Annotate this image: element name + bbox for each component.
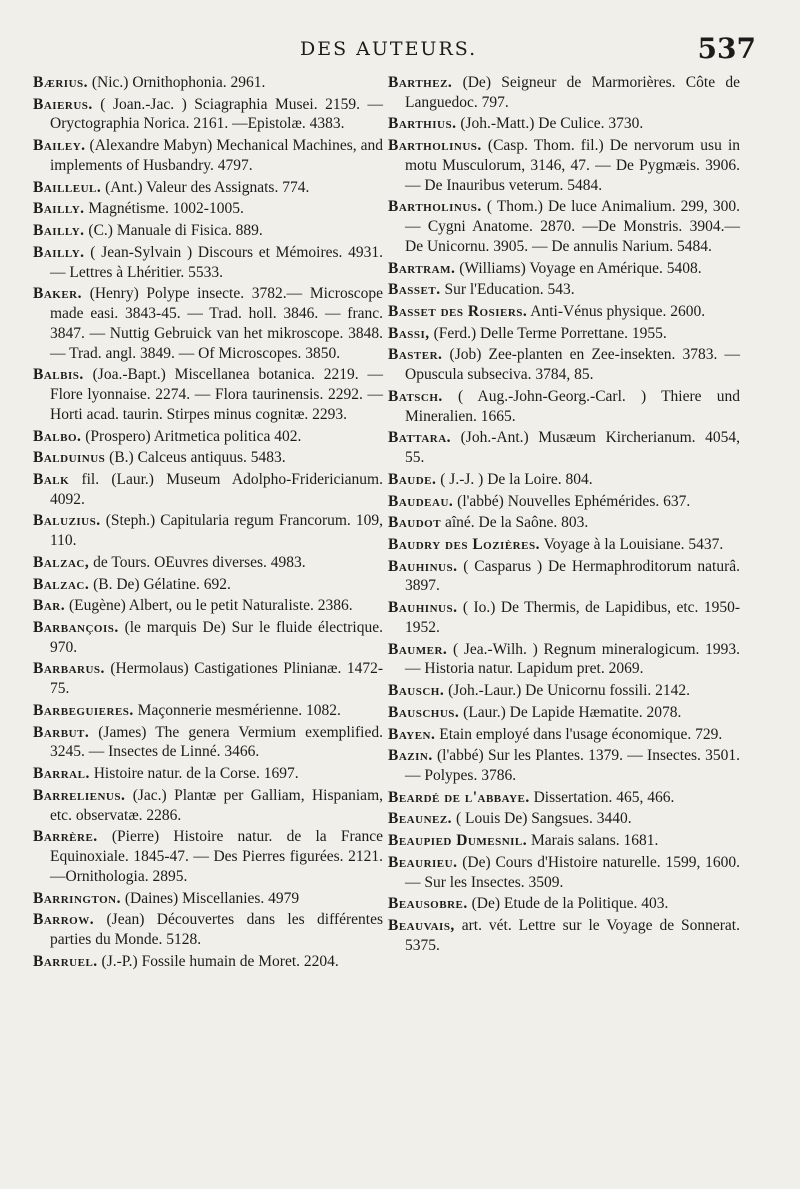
index-entry	[33, 889, 383, 909]
index-entry	[33, 221, 383, 241]
entry-author: Beausobre.	[388, 895, 468, 913]
entry-author: Bauschus.	[388, 703, 460, 721]
index-entry	[388, 831, 740, 851]
entry-text: ( Jea.-Wilh. ) Regnum mineralogicum. 1993. — Historia natur. Lapidum pret. 2069.	[405, 640, 740, 678]
right-column	[388, 73, 740, 957]
entry-text: de Tours. OEuvres diverses. 4983.	[93, 553, 306, 571]
entry-author: Barthius.	[388, 115, 457, 133]
entry-author: Balzac,	[33, 553, 90, 571]
index-entry	[388, 470, 740, 490]
entry-author: Barrère.	[33, 828, 98, 846]
entry-author: Balbis.	[33, 366, 84, 384]
entry-author: Balduinus	[33, 449, 106, 467]
entry-text: ( Casparus ) De Hermaphroditorum naturâ. 3897.	[405, 557, 740, 595]
index-entry	[388, 492, 740, 512]
entry-text: (Jean) Découvertes dans les différentes parties du Monde. 5128.	[50, 911, 383, 949]
entry-author: Balk	[33, 470, 70, 488]
index-entry	[33, 596, 383, 616]
entry-text: ( Jean-Sylvain ) Discours et Mémoires. 4931. — Lettres à Lhéritier. 5533.	[50, 243, 384, 281]
entry-text: (Joh.-Matt.) De Culice. 3730.	[460, 115, 644, 133]
entry-text: (C.) Manuale di Fisica. 889.	[88, 222, 263, 240]
entry-text: (B. De) Gélatine. 692.	[93, 575, 231, 593]
entry-author: Bailly.	[33, 200, 85, 218]
index-entry	[388, 809, 740, 829]
index-entry	[33, 365, 383, 424]
index-entry	[388, 428, 740, 468]
index-entry	[33, 243, 383, 283]
entry-author: Balzac.	[33, 575, 90, 593]
entry-text: (Nic.) Ornithophonia. 2961.	[91, 74, 266, 91]
index-entry	[388, 136, 740, 195]
index-entry	[388, 788, 740, 808]
entry-author: Baierus.	[33, 95, 93, 113]
entry-text: aîné. De la Saône. 803.	[444, 514, 589, 532]
index-entry	[33, 178, 383, 198]
index-entry	[33, 910, 383, 950]
index-entry	[33, 427, 383, 447]
index-entry	[33, 511, 383, 551]
index-entry	[388, 703, 740, 723]
index-entry	[388, 302, 740, 322]
entry-text: (Joa.-Bapt.) Miscellanea botanica. 2219. — Flore lyonnaise. 2274. — Flora taurinensis. 2292. — Horti acad. taurin. Stirpes minus cognitæ. 2293.	[50, 366, 383, 423]
index-entry	[33, 618, 383, 658]
entry-text: (l'abbé) Sur les Plantes. 1379. — Insectes. 3501. — Polypes. 3786.	[405, 747, 740, 784]
entry-text: Voyage à la Louisiane. 5437.	[543, 536, 724, 553]
entry-text: (Alexandre Mabyn) Mechanical Machines, and implements of Husbandry. 4797.	[50, 137, 383, 174]
page-header	[0, 32, 800, 72]
entry-text: ( Aug.-John-Georg.-Carl. ) Thiere und Mineralien. 1665.	[405, 387, 740, 425]
index-entry	[33, 553, 383, 573]
entry-author: Bazin.	[388, 747, 433, 765]
running-title: DES AUTEURS.	[300, 38, 478, 60]
entry-text: art. vét. Lettre sur le Voyage de Sonnerat. 5375.	[405, 916, 740, 954]
entry-text: ( Thom.) De luce Animalium. 299, 300. — Cygni Anatome. 2870. —De Monstris. 3904.— De Unicornu. 3905. — De annulis Narium. 5484.	[405, 198, 740, 256]
index-entry	[33, 786, 383, 826]
entry-text: ( Io.) De Thermis, de Lapidibus, etc. 1950-1952.	[405, 599, 740, 636]
entry-text: fil. (Laur.) Museum Adolpho-Fridericianum. 4092.	[50, 470, 383, 508]
entry-text: Anti-Vénus physique. 2600.	[530, 303, 706, 321]
index-entry	[33, 136, 383, 176]
entry-text: (le marquis De) Sur le fluide électrique. 970.	[50, 618, 383, 656]
entry-text: ( Louis De) Sangsues. 3440.	[455, 810, 632, 828]
entry-text: (De) Etude de la Politique. 403.	[471, 895, 669, 913]
index-entry	[388, 197, 740, 256]
entry-author: Baude.	[388, 470, 437, 488]
index-entry	[33, 827, 383, 886]
entry-text: Sur l'Education. 543.	[444, 281, 575, 299]
index-entry	[33, 952, 383, 972]
index-entry	[388, 894, 740, 914]
index-entry	[388, 114, 740, 134]
entry-author: Beardé de l'abbaye.	[388, 788, 530, 806]
entry-text: (Pierre) Histoire natur. de la France Equinoxiale. 1845-47. — Des Pierres figurées. 2121.—Ornithologia. 2895.	[50, 828, 384, 885]
entry-text: (Steph.) Capitularia regum Francorum. 109, 110.	[50, 512, 383, 550]
entry-author: Bailleul.	[33, 178, 102, 196]
index-entry	[33, 723, 383, 763]
entry-author: Barrelienus.	[33, 786, 126, 804]
entry-text: Dissertation. 465, 466.	[533, 788, 675, 806]
entry-author: Baluzius.	[33, 512, 101, 530]
entry-text: Maçonnerie mesmérienne. 1082.	[137, 701, 341, 719]
entry-author: Barral.	[33, 765, 90, 783]
entry-text: (B.) Calceus antiquus. 5483.	[109, 449, 286, 467]
entry-author: Baster.	[388, 346, 443, 364]
index-entry	[388, 681, 740, 701]
entry-text: (Hermolaus) Castigationes Plinianæ. 1472-75.	[50, 660, 383, 698]
index-entry	[388, 640, 740, 680]
entry-text: (Prospero) Aritmetica politica 402.	[85, 427, 302, 445]
entry-author: Baudeau.	[388, 492, 454, 510]
entry-author: Balbo.	[33, 427, 82, 445]
index-entry	[33, 199, 383, 219]
index-entry	[33, 575, 383, 595]
index-entry	[33, 73, 383, 93]
index-entry	[388, 259, 740, 279]
index-entry	[388, 513, 740, 533]
entry-text: (Joh.-Ant.) Musæum Kircherianum. 4054, 55.	[405, 429, 740, 467]
entry-author: Bar.	[33, 597, 66, 615]
entry-text: (J.-P.) Fossile humain de Moret. 2204.	[101, 952, 339, 970]
entry-author: Bausch.	[388, 682, 445, 700]
index-entry	[388, 280, 740, 300]
entry-author: Basset des Rosiers.	[388, 303, 528, 321]
entry-author: Bailly.	[33, 222, 85, 240]
entry-author: Beaurieu.	[388, 853, 458, 871]
entry-text: (l'abbé) Nouvelles Ephémérides. 637.	[457, 492, 691, 510]
entry-author: Baker.	[33, 285, 82, 303]
index-entry	[388, 73, 740, 113]
entry-author: Bassi,	[388, 324, 430, 342]
entry-text: (Ferd.) Delle Terme Porrettane. 1955.	[433, 324, 667, 342]
entry-text: (Daines) Miscellanies. 4979	[124, 889, 300, 907]
index-entry	[33, 764, 383, 784]
entry-author: Barrington.	[33, 889, 121, 907]
entry-text: (De) Cours d'Histoire naturelle. 1599, 1600. — Sur les Insectes. 3509.	[405, 853, 740, 891]
index-entry	[388, 387, 740, 427]
index-entry	[33, 448, 383, 468]
index-entry	[388, 853, 740, 893]
entry-author: Beaunez.	[388, 810, 453, 828]
entry-author: Batsch.	[388, 387, 443, 405]
entry-author: Baumer.	[388, 640, 448, 658]
entry-author: Bartholinus.	[388, 137, 482, 155]
entry-text: Histoire natur. de la Corse. 1697.	[93, 765, 299, 783]
index-entry	[33, 95, 383, 135]
entry-text: (Job) Zee-planten en Zee-insekten. 3783. — Opuscula subseciva. 3784, 85.	[405, 346, 740, 384]
index-entry	[33, 701, 383, 721]
entry-text: (Joh.-Laur.) De Unicornu fossili. 2142.	[448, 682, 691, 700]
entry-author: Bailey.	[33, 137, 86, 155]
entry-author: Barruel.	[33, 952, 98, 970]
entry-author: Barbançois.	[33, 618, 119, 636]
entry-text: (Casp. Thom. fil.) De nervorum usu in motu Musculorum, 3146, 47. — De Pygmæis. 3906. — De Inauribus veterum. 5484.	[405, 137, 741, 194]
entry-text: Marais salans. 1681.	[531, 832, 659, 850]
entry-author: Barthez.	[388, 74, 453, 91]
index-entry	[33, 284, 383, 363]
index-entry	[388, 725, 740, 745]
index-entry	[33, 659, 383, 699]
entry-author: Beauvais,	[388, 916, 455, 934]
index-entry	[33, 470, 383, 510]
entry-author: Bauhinus.	[388, 599, 458, 617]
entry-author: Baudry des Lozières.	[388, 536, 540, 553]
index-entry	[388, 916, 740, 956]
entry-text: Etain employé dans l'usage économique. 729.	[439, 725, 723, 743]
entry-text: ( Joan.-Jac. ) Sciagraphia Musei. 2159. — Oryctographia Norica. 2161. —Epistolæ. 4383.	[50, 95, 383, 133]
entry-text: (James) The genera Vermium exemplified. 3245. — Insectes de Linné. 3466.	[50, 723, 383, 761]
entry-text: (Jac.) Plantæ per Galliam, Hispaniam, etc. observatæ. 2286.	[50, 786, 383, 824]
page-number: 537	[697, 32, 756, 65]
entry-author: Battara.	[388, 429, 452, 447]
entry-author: Bærius.	[33, 74, 88, 91]
entry-text: ( J.-J. ) De la Loire. 804.	[440, 470, 593, 488]
entry-text: (De) Seigneur de Marmorières. Côte de Languedoc. 797.	[405, 74, 740, 111]
entry-author: Bauhinus.	[388, 557, 458, 575]
entry-author: Barrow.	[33, 911, 95, 929]
index-entry	[388, 535, 740, 555]
entry-author: Beaupied Dumesnil.	[388, 832, 528, 850]
entry-author: Barbeguieres.	[33, 701, 134, 719]
entry-author: Baudot	[388, 514, 442, 532]
index-entry	[388, 324, 740, 344]
entry-text: (Laur.) De Lapide Hæmatite. 2078.	[463, 703, 682, 721]
index-entry	[388, 598, 740, 638]
entry-author: Bartholinus.	[388, 198, 482, 216]
entry-text: (Williams) Voyage en Amérique. 5408.	[459, 259, 702, 277]
entry-text: (Eugène) Albert, ou le petit Naturaliste. 2386.	[68, 597, 353, 615]
index-entry	[388, 746, 740, 786]
index-entry	[388, 345, 740, 385]
entry-author: Bartram.	[388, 259, 456, 277]
entry-author: Barbut.	[33, 723, 90, 741]
entry-author: Bayen.	[388, 725, 436, 743]
entry-author: Barbarus.	[33, 660, 105, 678]
left-column	[33, 73, 383, 973]
entry-author: Bailly.	[33, 243, 85, 261]
entry-text: (Henry) Polype insecte. 3782.— Microscope made easi. 3843-45. — Trad. holl. 3846. — franc. 3847. — Nuttig Gebruick van het mikroscope. 3848. — Trad. angl. 3849. — Of Microscopes. 3850.	[50, 285, 383, 362]
entry-text: Magnétisme. 1002-1005.	[88, 200, 244, 218]
entry-text: (Ant.) Valeur des Assignats. 774.	[105, 178, 310, 196]
entry-author: Basset.	[388, 281, 441, 299]
index-entry	[388, 557, 740, 597]
